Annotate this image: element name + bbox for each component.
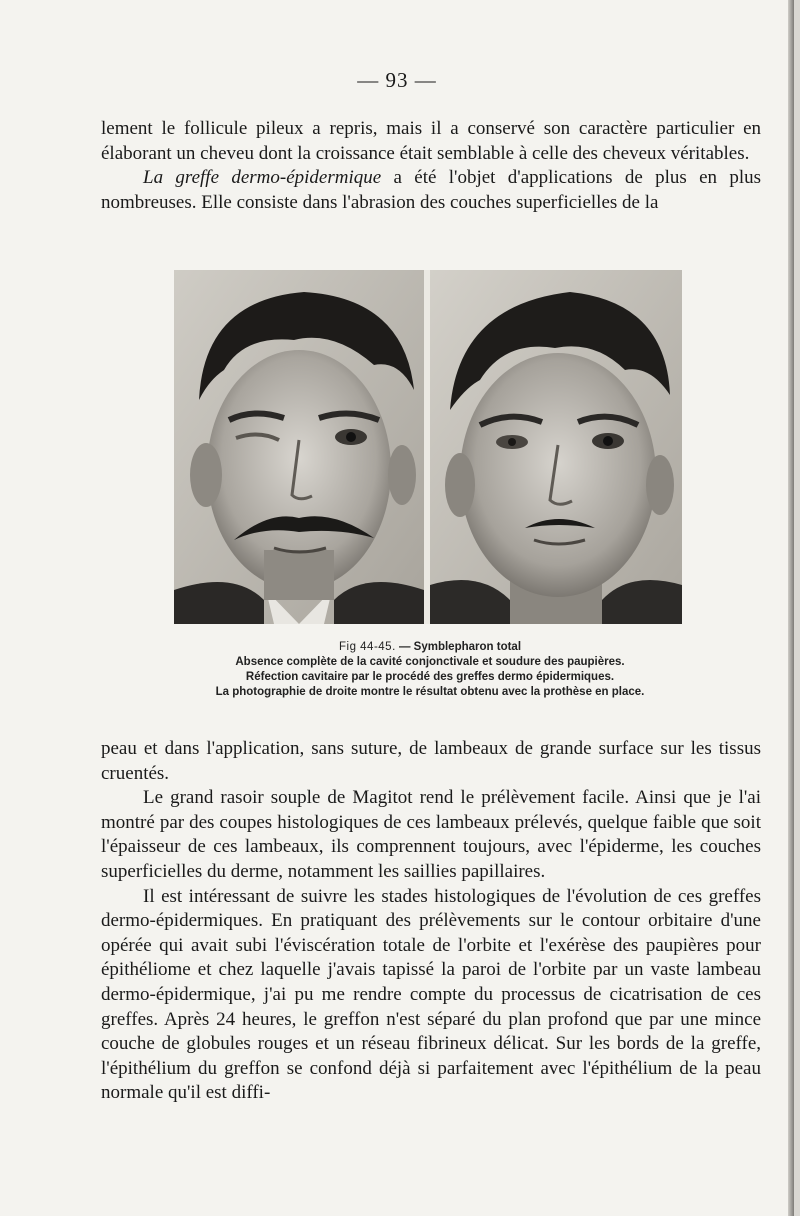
face-portrait-after-image [430, 270, 682, 624]
italic-term: La greffe [143, 167, 220, 189]
figure-caption [120, 640, 740, 700]
paragraph-continuation: peau et dans l'application, sans suture, de lambeaux de grande surface sur les tissus cruentés. [101, 738, 761, 784]
paragraph-magitot: Le grand rasoir souple de Magitot rend le prélèvement facile. Ainsi que je l'ai montré par des coupes histologiques de ces lambeaux prélevés, quelque faible que soit l'épaisseur de ces lambeaux, ils comprennent toujours, avec l'épiderme, les couches superficielles du derme, notamment les saillies papillaires. [101, 787, 761, 882]
caption-line: Réfection cavitaire par le procédé des greffes dermo épidermiques. [245, 671, 615, 683]
page-number: — 93 — [357, 68, 437, 92]
paragraph-greffe: La greffe dermo-épidermique a été l'objet d'applications de plus en plus nombreuses. Elle consiste dans l'abrasion des couches superficielles de la [101, 167, 762, 213]
page-edge [788, 0, 794, 1216]
caption-line: Absence complète de la cavité conjonctivale et soudure des paupières. [235, 656, 625, 668]
top-text-block [101, 117, 761, 215]
photo-after [430, 270, 682, 624]
figure-photographs [174, 270, 682, 624]
bottom-text-block [101, 737, 761, 1106]
paragraph-histology: Il est intéressant de suivre les stades histologiques de l'évolution de ces greffes dermo-épidermiques. En pratiquant des prélèvements sur le contour orbitaire d'une opérée qui avait subi l'éviscération totale de l'orbite et l'exérèse des paupières pour épithéliome et chez laquelle j'avais tapissé la paroi de l'orbite par un vaste lambeau dermo-épidermique, j'ai pu me rendre compte du processus de cicatrisation de ces greffes. Après 24 heures, le greffon n'est séparé du plan profond que par une mince couche de globules rouges et un réseau fibrineux délicat. Sur les bords de la greffe, l'épithélium du greffon se confond déjà si parfaitement avec l'épithélium de la peau normale qu'il est diffi- [101, 885, 761, 1104]
figure-label: Fig 44-45. [338, 641, 396, 653]
paragraph-continuation: lement le follicule pileux a repris, mais il a conservé son caractère particulier en élaborant un cheveu dont la croissance était semblable à celle des cheveux véritables. [101, 118, 761, 164]
caption-title-line [120, 640, 740, 655]
face-portrait-before-image [174, 270, 424, 624]
photo-before [174, 270, 424, 624]
caption-line: La photographie de droite montre le résultat obtenu avec la prothèse en place. [215, 686, 645, 698]
figure-title: — Symblepharon total [398, 641, 522, 653]
paragraph-greffe-rest: a été l'objet d'applications de plus en plus nombreuses. Elle consiste dans l'abrasion des couches superficielles de la [101, 167, 762, 213]
